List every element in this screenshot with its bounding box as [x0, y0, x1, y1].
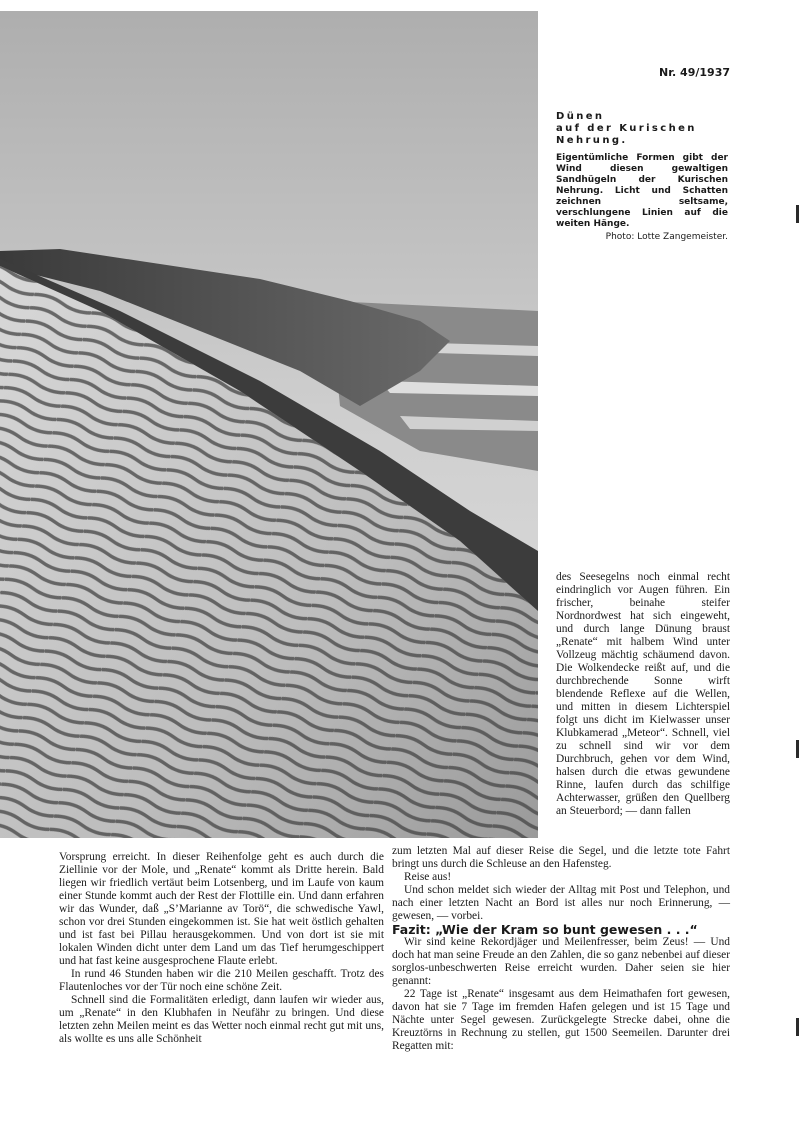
paragraph: Vorsprung erreicht. In dieser Reihenfolge geht es auch durch die Ziellinie vor der Mole, und „Renate“ kommt als Dritte herein. Bald liegen wir friedlich vertäut beim Lotsenberg, und im Laufe von kaum einer Stunde kommt auch der Rest der Flottille ein. Und dann erfahren wir das Wunder, daß „S’Marianne av Torö“, die schwedische Yawl, schon vor drei Stunden eingekommen ist. Sie hat weit östlich gehalten und ist fast bei Pillau herausgekommen. Und von dort ist sie mit lokalen Winden dicht unter dem Land um das Tief herumgeschippert und hat fast keine ausgesprochene Flaute erlebt.	[59, 851, 384, 967]
paragraph: des Seesegelns noch einmal recht eindringlich vor Augen führen. Ein frischer, beinahe steifer Nordnordwest hat sich eingeweht, und durch lange Dünung braust „Renate“ mit halbem Wind unter Vollzeug mächtig schäumend davon. Die Wolkendecke reißt auf, und die durchbrechende Sonne wirft blendende Reflexe auf die Wellen, und mitten in diesem Lichterspiel folgt uns dicht im Kielwasser unser Klubkamerad „Meteor“. Schnell, viel zu schnell sind wir vor dem Durchbruch, gehen vor dem Wind, halsen durch die etwas gewundene Rinne, laufen durch das schilfige Achterwasser, grüßen den Quellberg an Steuerbord; — dann fallen	[556, 571, 730, 817]
sand-dune-photo	[0, 11, 538, 838]
paragraph: Schnell sind die Formalitäten erledigt, dann laufen wir wieder aus, um „Renate“ in den Klubhafen in Neufähr zu bringen. Und diese letzten zehn Meilen meint es das Wetter noch einmal recht gut mit uns, als wollte es uns alle Schönheit	[59, 994, 384, 1045]
photo-credit: Photo: Lotte Zangemeister.	[605, 232, 728, 242]
issue-number: Nr. 49/1937	[658, 66, 730, 79]
article-column-right-lower	[392, 845, 730, 1053]
paragraph: 22 Tage ist „Renate“ insgesamt aus dem Heimathafen fort gewesen, davon hat sie 7 Tage im fremden Hafen gelegen und ist 15 Tage und Nächte unter Segel gewesen. Zurückgelegte Strecke dabei, ohne die Kreuztörns in Rechnung zu stellen, gut 1500 Seemeilen. Darunter drei Regatten mit:	[392, 988, 730, 1052]
paragraph: Wir sind keine Rekordjäger und Meilenfresser, beim Zeus! — Und doch hat man seine Freude an den Zahlen, die so ganz nebenbei auf dieser sorglos-unbeschwerten Reise erreicht wurden. Daher seien sie hier genannt:	[392, 936, 730, 987]
caption-title: Dünen auf der Kurischen Nehrung.	[556, 111, 697, 146]
sand-dune-photo-icon	[0, 11, 538, 838]
paragraph: zum letzten Mal auf dieser Reise die Segel, und die letzte tote Fahrt bringt uns durch die Schleuse an den Hafensteg.	[392, 845, 730, 870]
paragraph: Und schon meldet sich wieder der Alltag mit Post und Telephon, und nach einer letzten Nacht an Bord ist alles nur noch Erinnerung, — gewesen, — vorbei.	[392, 884, 730, 922]
article-column-left	[59, 851, 384, 1046]
article-column-right-upper	[556, 571, 730, 818]
caption-body: Eigentümliche Formen gibt der Wind diesen gewaltigen Sandhügeln der Kurischen Nehrung. Licht und Schatten zeichnen seltsame, verschlungene Linien auf die weiten Hänge.	[556, 153, 728, 229]
section-heading: Fazit: „Wie der Kram so bunt gewesen . . .“	[392, 922, 698, 937]
paragraph: In rund 46 Stunden haben wir die 210 Meilen geschafft. Trotz des Flautenloches vor der Tür noch eine schöne Zeit.	[59, 968, 384, 993]
paragraph: Reise aus!	[404, 871, 452, 883]
photo-caption	[556, 111, 728, 242]
